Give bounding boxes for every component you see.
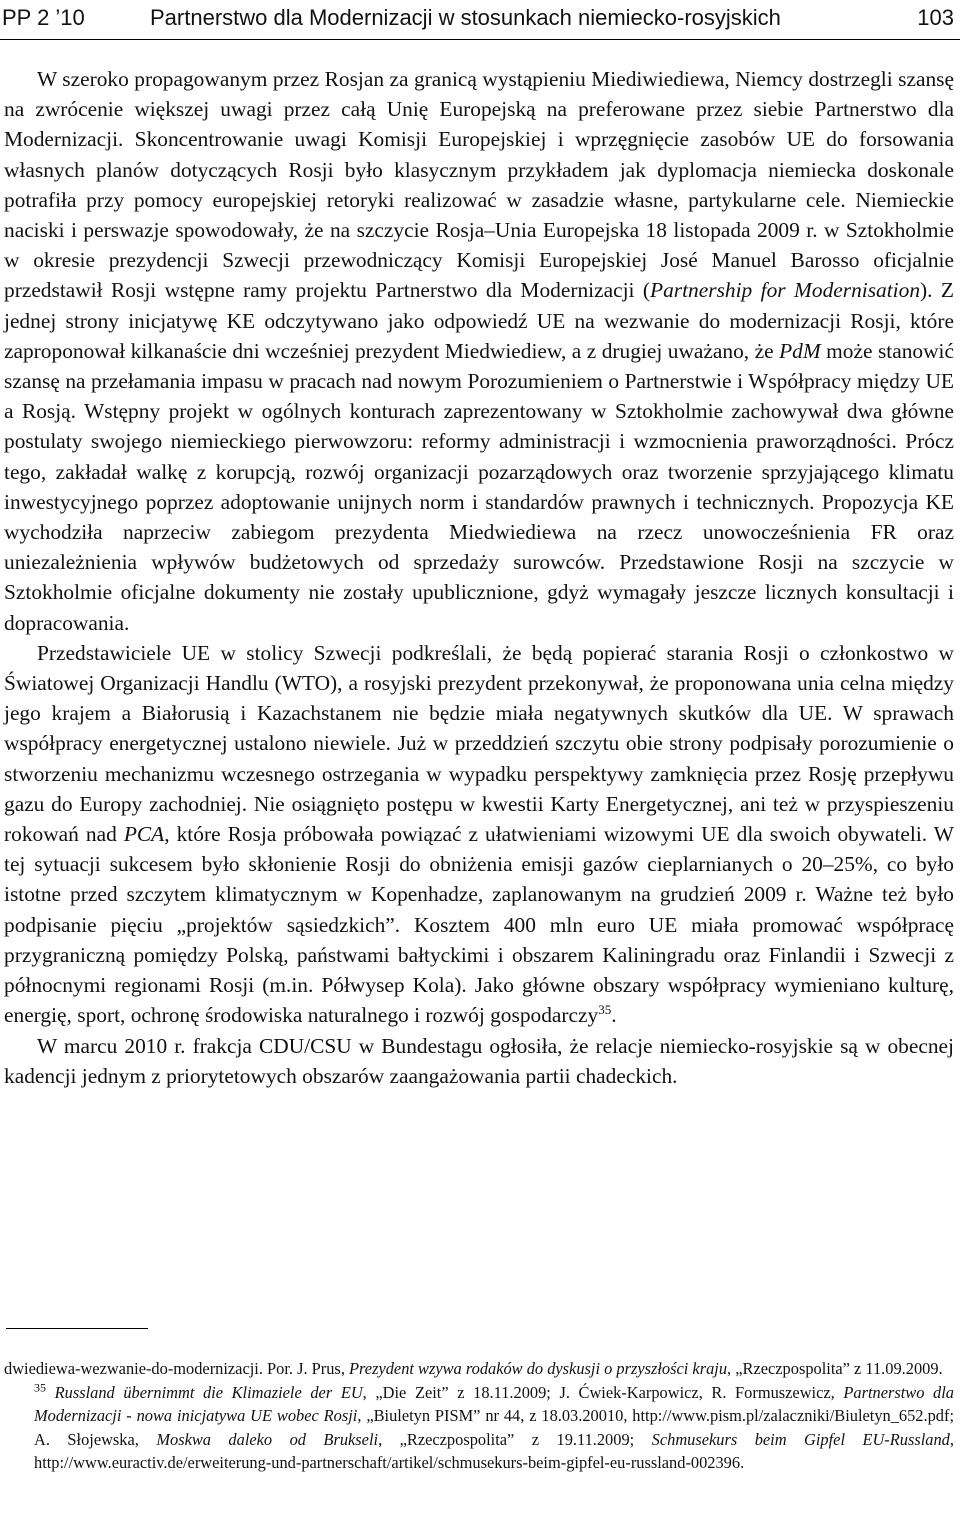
text-run: , „Biuletyn PISM” nr 44, z 18.03.20010, http://www.pism.pl/zalaczniki/Biuletyn_652.pdf; A. Słojewska, (34, 1406, 955, 1449)
text-run: ). Z jednej strony inicjatywę KE odczytywano jako odpowiedź UE na wezwanie do modernizacji Rosji, które zaproponował kilkanaście dni wcześniej prezydent Miedwiediew, a z drugiej uważano, że (4, 278, 954, 363)
italic-term: Partnership for Modernisation (650, 278, 921, 303)
running-header (0, 0, 960, 36)
text-run: Przedstawiciele UE w stolicy Szwecji podkreślali, że będą popierać starania Rosji o członkostwo w Światowej Organizacji Handlu (WTO), a rosyjski prezydent przekonywał, że proponowana unia celna między jego krajem a Białorusią i Kazachstanem nie będzie miała negatywnych skutków dla UE. W sprawach współpracy energetycznej ustalono niewiele. Już w przeddzień szczytu obie strony podpisały porozumienie o stworzeniu mechanizmu wczesnego ostrzegania w wypadku perspektywy zamknięcia przez Rosję przepływu gazu do Europy zachodniej. Nie osiągnięto postępu w kwestii Karty Energetycznej, ani też w przyspieszeniu rokowań nad (4, 640, 954, 847)
header-rule (0, 39, 960, 40)
paragraph-3: W marcu 2010 r. frakcja CDU/CSU w Bundestagu ogłosiła, że relacje niemiecko-rosyjskie są w obecnej kadencji jednym z priorytetowych obszarów zaangażowania partii chadeckich. (4, 1033, 954, 1088)
paragraph-1 (4, 64, 954, 638)
footnote-ref: 35 (598, 1002, 612, 1018)
footnote-35 (4, 1381, 954, 1475)
italic-title: Prezydent wzywa rodaków do dyskusji o przyszłości kraju (349, 1359, 728, 1378)
text-run: . (611, 1003, 617, 1028)
text-run: W szeroko propagowanym przez Rosjan za granicą wystąpieniu Miediwiediewa, Niemcy dostrzegli szansę na zwrócenie większej uwagi przez całą Unię Europejską na preferowane przez siebie Partnerstwo dla Modernizacji. Skoncentrowanie uwagi Komisji Europejskiej i wprzęgnięcie zasobów UE do forsowania własnych planów dotyczących Rosji było klasycznym przykładem jak dyplomacja niemiecka doskonale potrafiła przy pomocy europejskiej retoryki realizować w zasadzie własne, partykularne cele. Niemieckie naciski i perswazje spowodowały, że na szczycie Rosja–Unia Europejska 18 listopada 2009 r. w Sztokholmie w okresie prezydencji Szwecji przewodniczący Komisji Europejskiej José Manuel Barosso oficjalnie przedstawił Rosji wstępne ramy projektu Partnerstwo dla Modernizacji ( (4, 67, 954, 303)
italic-title: Moskwa daleko od Brukseli (156, 1429, 379, 1449)
italic-title: Schmusekurs beim Gipfel EU-Russland (651, 1429, 950, 1449)
paragraph-2 (4, 638, 954, 1031)
text-run: dwiediewa-wezwanie-do-modernizacji. Por. J. Prus, (4, 1359, 350, 1378)
footnote-number: 35 (34, 1380, 46, 1395)
page-number: 103 (917, 5, 954, 30)
text-run: może stanowić szansę na przełamania impasu w pracach nad nowym Porozumieniem o Partnerstwie i Współpracy między UE a Rosją. Wstępny projekt w ogólnych konturach zaprezentowany w Sztokholmie zachowywał dwa główne postulaty swojego niemieckiego pierwowzoru: reformy administracji i wzmocnienia praworządności. Prócz tego, zakładał walkę z korupcją, rozwój organizacji pozarządowych oraz tworzenie sprzyjającego klimatu inwestycyjnego poprzez adoptowanie unijnych norm i standardów prawnych i technicznych. Propozycja KE wychodziła naprzeciw zabiegom prezydenta Miedwiediewa na rzecz unowocześnienia FR oraz uniezależnienia wpływów budżetowych od sprzedaży surowców. Przedstawione Rosji na szczycie w Sztokholmie oficjalne dokumenty nie zostały upublicznione, gdyż wymagały jeszcze licznych konsultacji i dopracowania. (4, 338, 954, 635)
footnote-rule (6, 1328, 148, 1329)
italic-title: Partnerstwo dla Modernizacji - nowa inicjatywa UE wobec Rosji (34, 1382, 954, 1426)
text-run: , „Rzeczpospolita” z 11.09.2009. (727, 1359, 943, 1378)
italic-term: PdM (779, 338, 821, 363)
running-title: Partnerstwo dla Modernizacji w stosunkach niemiecko-rosyjskich (150, 5, 781, 30)
issue-label: PP 2 ’10 (2, 5, 85, 30)
text-run: , które Rosja próbowała powiązać z ułatwieniami wizowymi UE dla swoich obywateli. W tej sytuacji sukcesem było skłonienie Rosji do obniżenia emisji gazów cieplarnianych o 20–25%, co było istotne przed szczytem klimatycznym w Kopenhadze, zaplanowanym na grudzień 2009 r. Ważne też było podpisanie pięciu „projektów sąsiedzkich”. Kosztem 400 mln euro UE miała promować współpracę przygraniczną pomiędzy Polską, państwami bałtyckimi i obszarem Kaliningradu oraz Finlandii i Szwecji z północnymi regionami Rosji (m.in. Półwysep Kola). Jako główne obszary współpracy wymieniano kulturę, energię, sport, ochronę środowiska naturalnego i rozwój gospodarczy (4, 822, 954, 1028)
italic-title: Russland übernimmt die Klimaziele der EU (54, 1382, 363, 1402)
footnote-continuation (4, 1357, 954, 1381)
footnotes (4, 1357, 954, 1475)
italic-term: PCA (123, 822, 165, 847)
text-run: , http://www.euractiv.de/erweiterung-und-partnerschaft/artikel/schmusekurs-beim-gipfel-eu-russland-002396. (34, 1429, 954, 1473)
text-run: , „Rzeczpospolita” z 19.11.2009; (378, 1429, 652, 1449)
main-text (4, 64, 954, 1091)
text-run: , „Die Zeit” z 18.11.2009; J. Ćwiek-Karpowicz, R. Formuszewicz, (362, 1382, 844, 1402)
